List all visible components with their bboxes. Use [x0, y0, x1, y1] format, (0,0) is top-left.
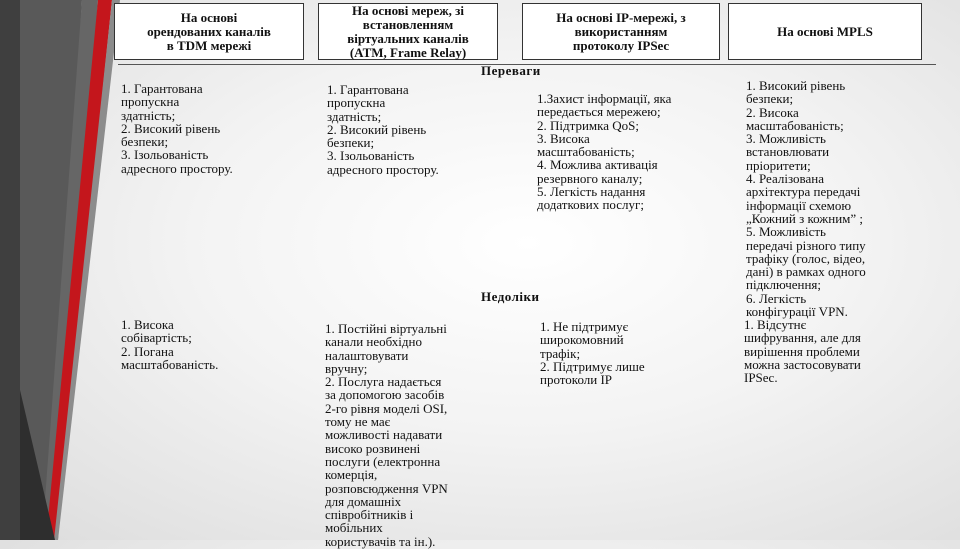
disadvantages-virtual-channels: 1. Постійні віртуальні канали необхідно налаштовувати вручну; 2. Послуга надається за допомогою засобів 2-го рівня моделі OSI, тому не має можливості надавати високо розвинені послуги (електронна комерція, розповсюдження VPN для домашніх співробітників і мобільних користувачів та ін.).	[325, 321, 448, 549]
disadvantages-tdm: 1. Висока собівартість; 2. Погана масштабованість.	[121, 317, 219, 372]
advantages-ipsec: 1.Захист інформації, яка передається мережею; 2. Підтримка QoS; 3. Висока масштабованість; 4. Можлива активація резервного каналу; 5. Легкість надання додаткових послуг;	[537, 91, 672, 213]
disadvantages-title: Недоліки	[481, 289, 540, 304]
advantages-mpls: 1. Високий рівень безпеки; 2. Висока масштабованість; 3. Можливість встановлювати пріоритети; 4. Реалізована архітектура передачі інформації схемою „Кожний з кожним” ; 5. Можливість передачі різного типу трафіку (голос, відео, дані) в рамках одного підключення; 6. Легкість конфігурації VPN.	[746, 78, 866, 320]
advantages-tdm: 1. Гарантована пропускна здатність; 2. Високий рівень безпеки; 3. Ізольованість адресного простору.	[121, 81, 233, 176]
advantages-virtual-channels: 1. Гарантована пропускна здатність; 2. Високий рівень безпеки; 3. Ізольованість адресного простору.	[327, 82, 439, 177]
disadvantages-ipsec: 1. Не підтримує широкомовний трафік; 2. Підтримує лише протоколи IP	[540, 319, 645, 388]
header-virtual-channels: На основі мереж, зі встановленням віртуальних каналів (ATM, Frame Relay)	[318, 3, 498, 60]
disadvantages-mpls: 1. Відсутнє шифрування, але для вирішення проблеми можна застосовувати IPSec.	[744, 317, 861, 386]
header-mpls: На основі MPLS	[728, 3, 922, 60]
slide-decoration	[0, 0, 130, 540]
header-tdm: На основі орендованих каналів в TDM мережі	[114, 3, 304, 60]
advantages-title: Переваги	[481, 63, 541, 78]
header-ipsec: На основі IP-мережі, з використанням протоколу IPSec	[522, 3, 720, 60]
